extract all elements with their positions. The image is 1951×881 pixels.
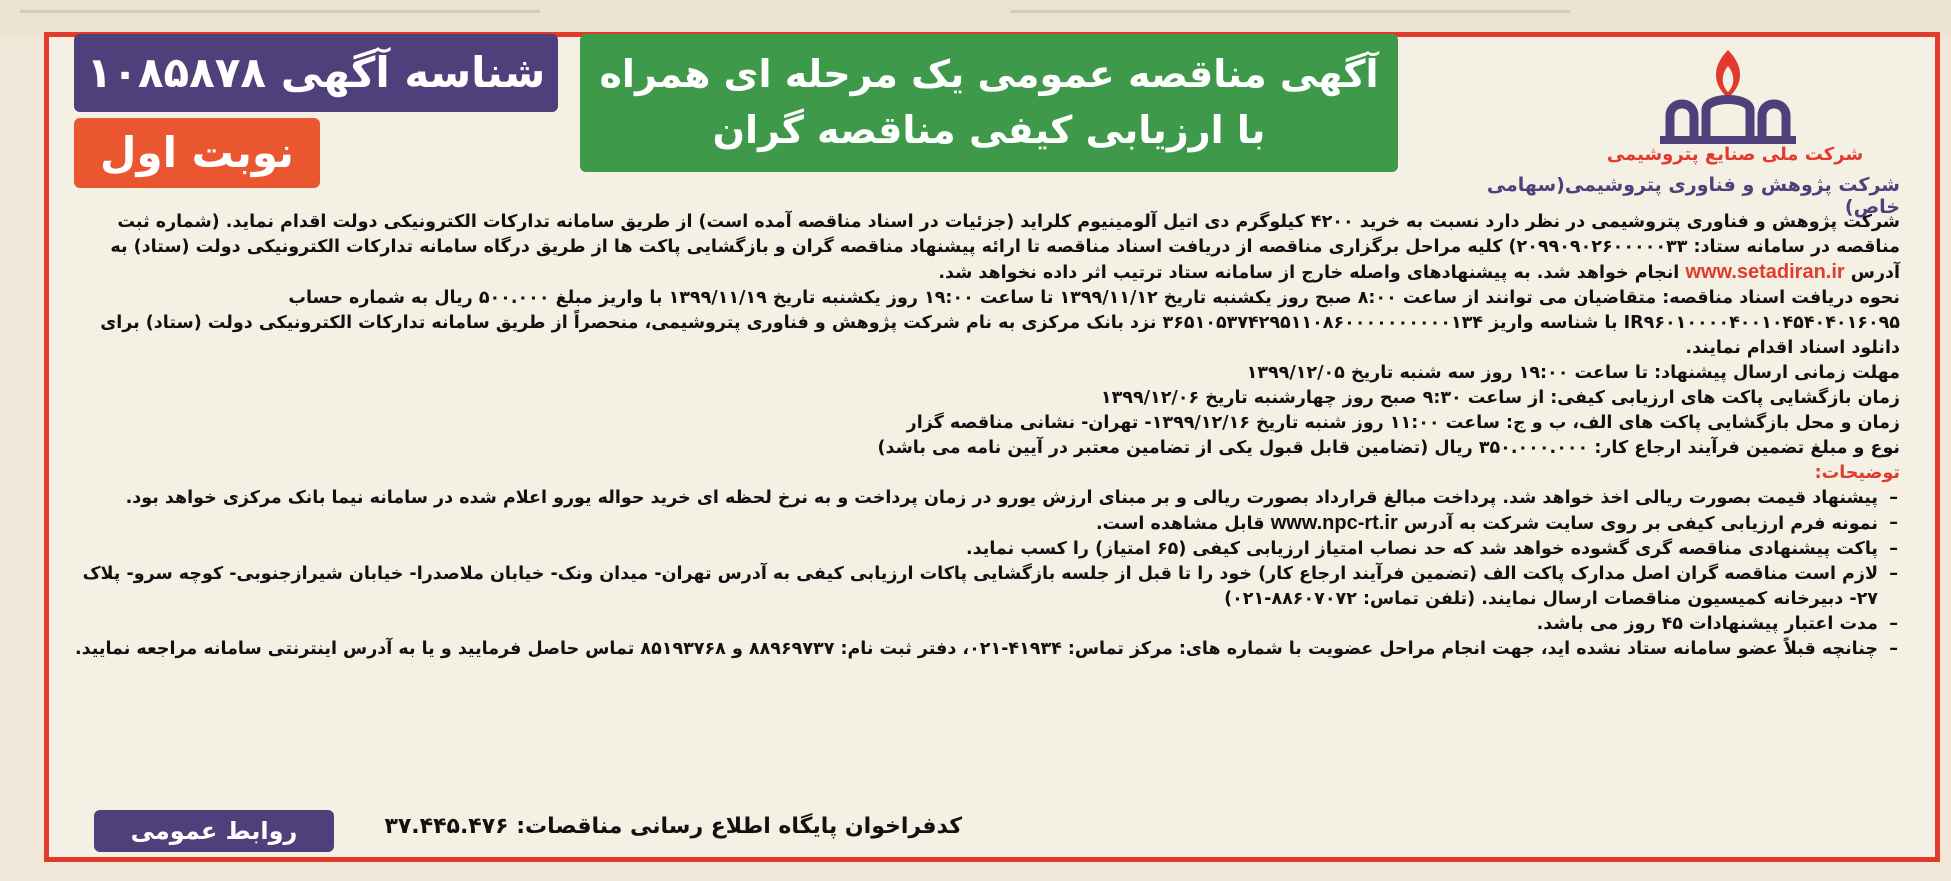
ad-footer [70,810,1900,854]
ad-id-badge: شناسه آگهی ۱۰۸۵۸۷۸ [74,34,558,112]
faded-print-line [1010,10,1570,13]
intro-text: شرکت پژوهش و فناوری پتروشیمی در نظر دارد نسبت به خرید ۴۲۰۰ کیلوگرم دی اتیل آلومینیوم کلراید (جزئیات در اسناد مناقصه آمده است) از طریق سامانه تدارکات الکترونیکی دولت اقدام نماید. (شماره ثبت مناقصه در سامانه ستاد: ۲۰۹۹۰۹۰۲۶۰۰۰۰۰۳۳) کلیه مراحل برگزاری مناقصه از دریافت اسناد مناقصه تا ارائه پیشنهاد مناقصه گران و بازگشایی پاکت ها از طریق درگاه سامانه تدارکات الکترونیکی دولت (ستاد) به آدرس [110,212,1900,283]
publication-turn-badge: نوبت اول [74,118,320,188]
notes-heading: توضیحات: [1814,463,1900,483]
envelopes-opening-line: زمان و محل بازگشایی پاکت های الف، ب و ج: ساعت ۱۱:۰۰ روز شنبه تاریخ ۱۳۹۹/۱۲/۱۶- تهران- نشانی مناقصه گزار [906,413,1900,433]
note-item [70,511,1878,537]
tender-body [70,210,1900,662]
quality-opening-line: زمان بازگشایی پاکت های ارزیابی کیفی: از ساعت ۹:۳۰ صبح روز چهارشنبه تاریخ ۱۳۹۹/۱۲/۰۶ [1100,388,1900,408]
npc-site-link[interactable]: www.npc-rt.ir [1270,512,1398,534]
portal-call-code: کدفراخوان پایگاه اطلاع رسانی مناقصات: ۳۷.۴۴۵.۴۷۶ [384,814,962,839]
deadline-line: مهلت زمانی ارسال پیشنهاد: تا ساعت ۱۹:۰۰ روز سه شنبه تاریخ ۱۳۹۹/۱۲/۰۵ [1246,363,1900,383]
intro-end-text: انجام خواهد شد. به پیشنهادهای واصله خارج از سامانه ستاد ترتیب اثر داده نخواهد شد. [938,263,1680,283]
notes-list [70,486,1900,662]
setad-site-link[interactable]: www.setadiran.ir [1685,261,1845,283]
guarantee-line: نوع و مبلغ تضمین فرآیند ارجاع کار: ۳۵۰.۰۰۰.۰۰۰ ریال (تضامین قابل قبول یکی از تضامین معتبر در آیین نامه می باشد) [877,438,1900,458]
npc-flame-logo-icon [1650,46,1806,146]
documents-paragraph: نحوه دریافت اسناد مناقصه: متقاضیان می توانند از ساعت ۸:۰۰ صبح روز یکشنبه تاریخ ۱۳۹۹/۱۱/۱۲ تا ساعت ۱۹:۰۰ روز یکشنبه تاریخ ۱۳۹۹/۱۱/۱۹ با واریز مبلغ ۵۰۰.۰۰۰ ریال به شماره حساب IR۹۶۰۱۰۰۰۰۴۰۰۱۰۴۵۴۰۴۰۱۶۰۹۵ با شناسه واریز ۳۶۵۱۰۵۳۷۴۲۹۵۱۱۰۸۶۰۰۰۰۰۰۰۰۰۰۱۳۴ نزد بانک مرکزی به نام شرکت پژوهش و فناوری پتروشیمی، منحصراً از طریق سامانه تدارکات الکترونیکی دولت (ستاد) برای دانلود اسناد اقدام نمایند. [100,288,1900,358]
note-item: – مدت اعتبار پیشنهادات ۴۵ روز می باشد. [70,612,1878,637]
note-text: قابل مشاهده است. [1096,514,1265,534]
company-main-name: شرکت ملی صنایع پتروشیمی [1606,144,1864,165]
note-item: – پیشنهاد قیمت بصورت ریالی اخذ خواهد شد. پرداخت مبالغ قرارداد بصورت ریالی و بر مبنای ارزش یورو در زمان پرداخت و به نرخ لحظه ای خرید حواله یورو اعلام شده در سامانه نیما بانک مرکزی خواهد بود. [70,486,1878,511]
note-item: – چنانچه قبلاً عضو سامانه ستاد نشده اید، جهت انجام مراحل عضویت با شماره های: مرکز تماس: ۴۱۹۳۴-۰۲۱، دفتر ثبت نام: ۸۸۹۶۹۷۳۷ و ۸۵۱۹۳۷۶۸ تماس حاصل فرمایید و یا به آدرس اینترنتی سامانه مراجعه نمایید. [70,637,1878,662]
note-item: – پاکت پیشنهادی مناقصه گری گشوده خواهد شد که حد نصاب امتیاز ارزیابی کیفی (۶۵ امتیاز) را کسب نماید. [70,537,1878,562]
faded-print-line [20,10,540,13]
note-item: – لازم است مناقصه گران اصل مدارک پاکت الف (تضمین فرآیند ارجاع کار) خود را تا قبل از جلسه بازگشایی پاکات ارزیابی کیفی به آدرس تهران- میدان ونک- خیابان ملاصدرا- خیابان شیرازجنوبی- کوچه سرو- پلاک ۲۷- دبیرخانه کمیسیون مناقصات ارسال نمایند. (تلفن تماس: ۸۸۶۰۷۰۷۲-۰۲۱) [70,562,1878,612]
intro-paragraph [70,210,1900,286]
newsprint-edge [0,0,1951,36]
title-line-2: با ارزیابی کیفی مناقصه گران [712,108,1266,152]
ad-title-banner [580,34,1398,172]
note-text: نمونه فرم ارزیابی کیفی بر روی سایت شرکت به آدرس [1403,514,1878,534]
public-relations-badge: روابط عمومی [94,810,334,852]
company-sub-name: شرکت پژوهش و فناوری پتروشیمی(سهامی خاص) [1486,174,1900,218]
title-line-1: آگهی مناقصه عمومی یک مرحله ای همراه [599,52,1379,96]
